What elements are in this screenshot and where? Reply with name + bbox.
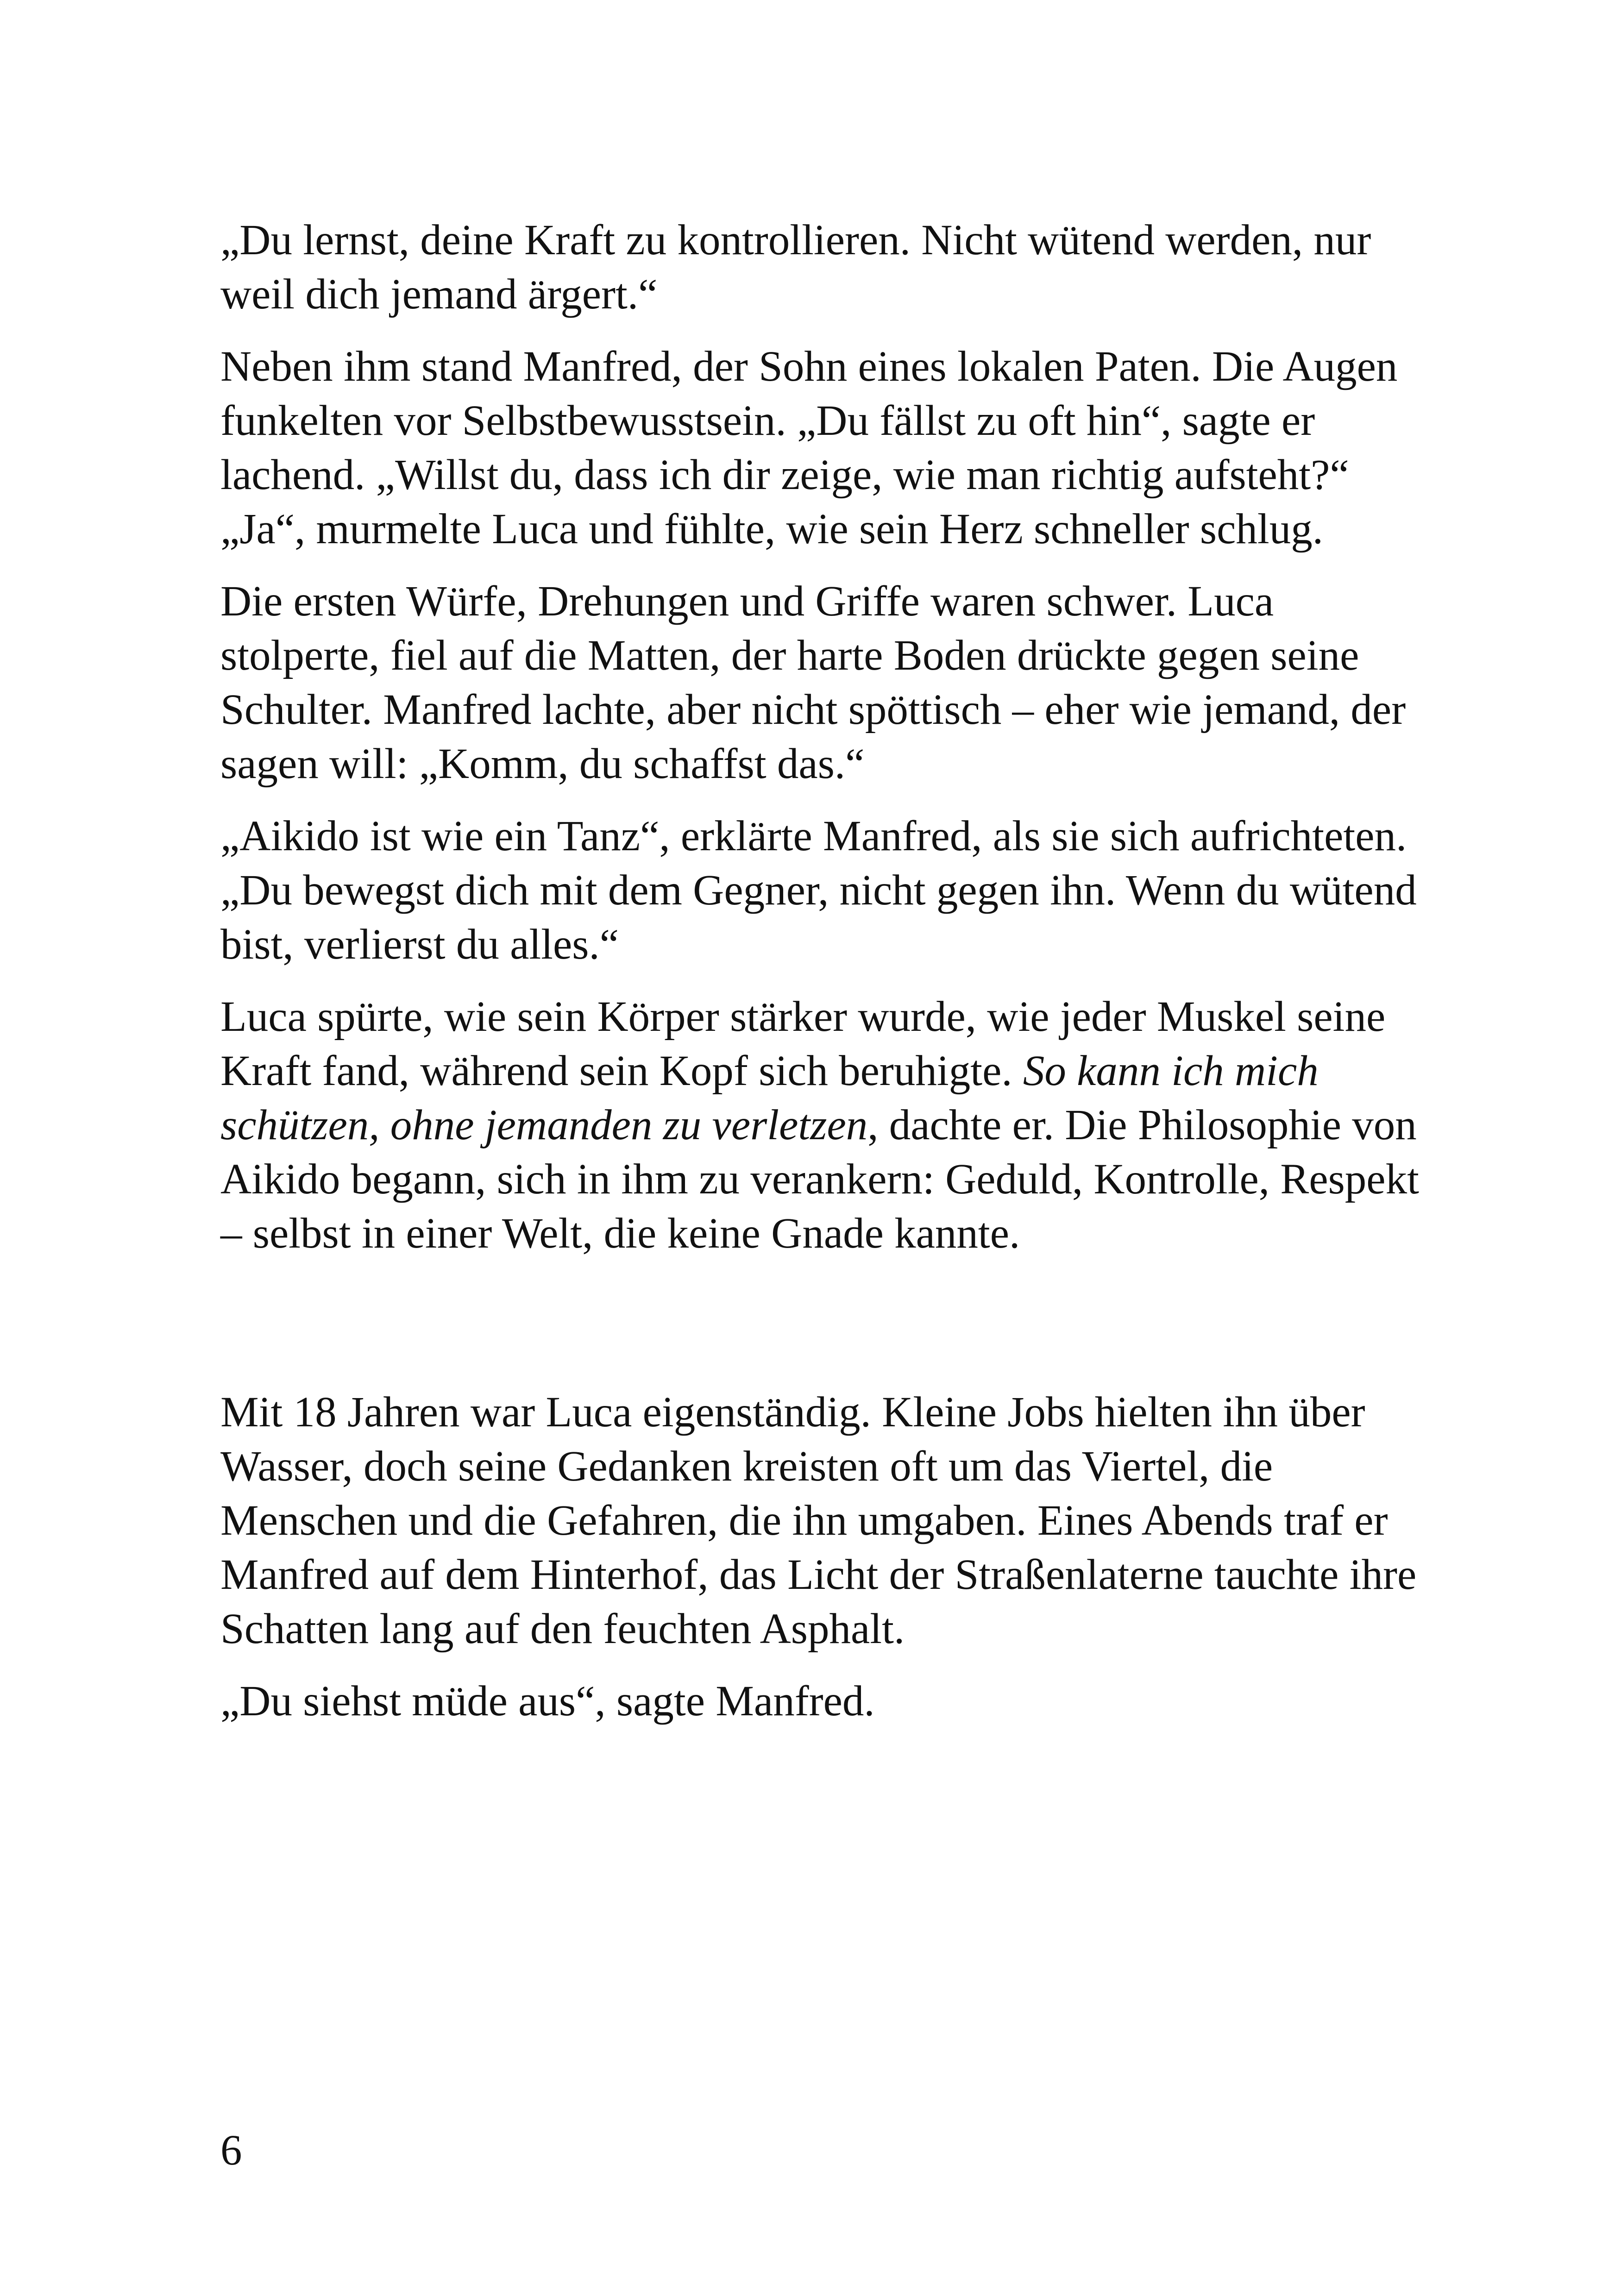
paragraph-6-after: , dachte er. Die Philosophie von Aikido begann, sich in ihm zu verankern: Geduld, Kontrolle, Respekt – selbst in einer Welt, die keine Gnade kannte. [220,1101,1419,1257]
paragraph-6-before: Luca spürte, wie sein Körper stärker wurde, wie jeder Muskel seine Kraft fand, während sein Kopf sich beruhigte. [220,993,1386,1095]
paragraph-4: Die ersten Würfe, Drehungen und Griffe waren schwer. Luca stolperte, fiel auf die Matten, der harte Boden drückte gegen seine Schulter. Manfred lachte, aber nicht spöttisch – eher wie jemand, der sagen will: „Komm, du schaffst das.“ [220,577,1406,788]
paragraph-8: „Du siehst müde aus“, sagte Manfred. [220,1677,875,1725]
paragraph-6 [220,990,1425,1261]
body-text [220,213,1425,1746]
paragraph-7: Mit 18 Jahren war Luca eigenständig. Kleine Jobs hielten ihn über Wasser, doch seine Gedanken kreisten oft um das Viertel, die Menschen und die Gefahren, die ihn umgaben. Eines Abends traf er Manfred auf dem Hinterhof, das Licht der Straßenlaterne tauchte ihre Schatten lang auf den feuchten Asphalt. [220,1388,1417,1653]
paragraph-2: Neben ihm stand Manfred, der Sohn eines lokalen Paten. Die Augen funkelten vor Selbstbewusstsein. „Du fällst zu oft hin“, sagte er lachend. „Willst du, dass ich dir zeige, wie man richtig aufsteht?“ [220,343,1398,499]
paragraph-5: „Aikido ist wie ein Tanz“, erklärte Manfred, als sie sich aufrichteten. „Du bewegst dich mit dem Gegner, nicht gegen ihn. Wenn du wütend bist, verlierst du alles.“ [220,812,1417,968]
scene-break [220,1279,1425,1385]
paragraph-3: „Ja“, murmelte Luca und fühlte, wie sein Herz schneller schlug. [220,505,1323,553]
paragraph-6-italic-thought: So kann ich mich schützen, ohne jemanden zu verletzen [220,1047,1319,1149]
page-number: 6 [220,2127,242,2174]
paragraph-1: „Du lernst, deine Kraft zu kontrollieren. Nicht wütend werden, nur weil dich jemand ärgert.“ [220,216,1371,318]
